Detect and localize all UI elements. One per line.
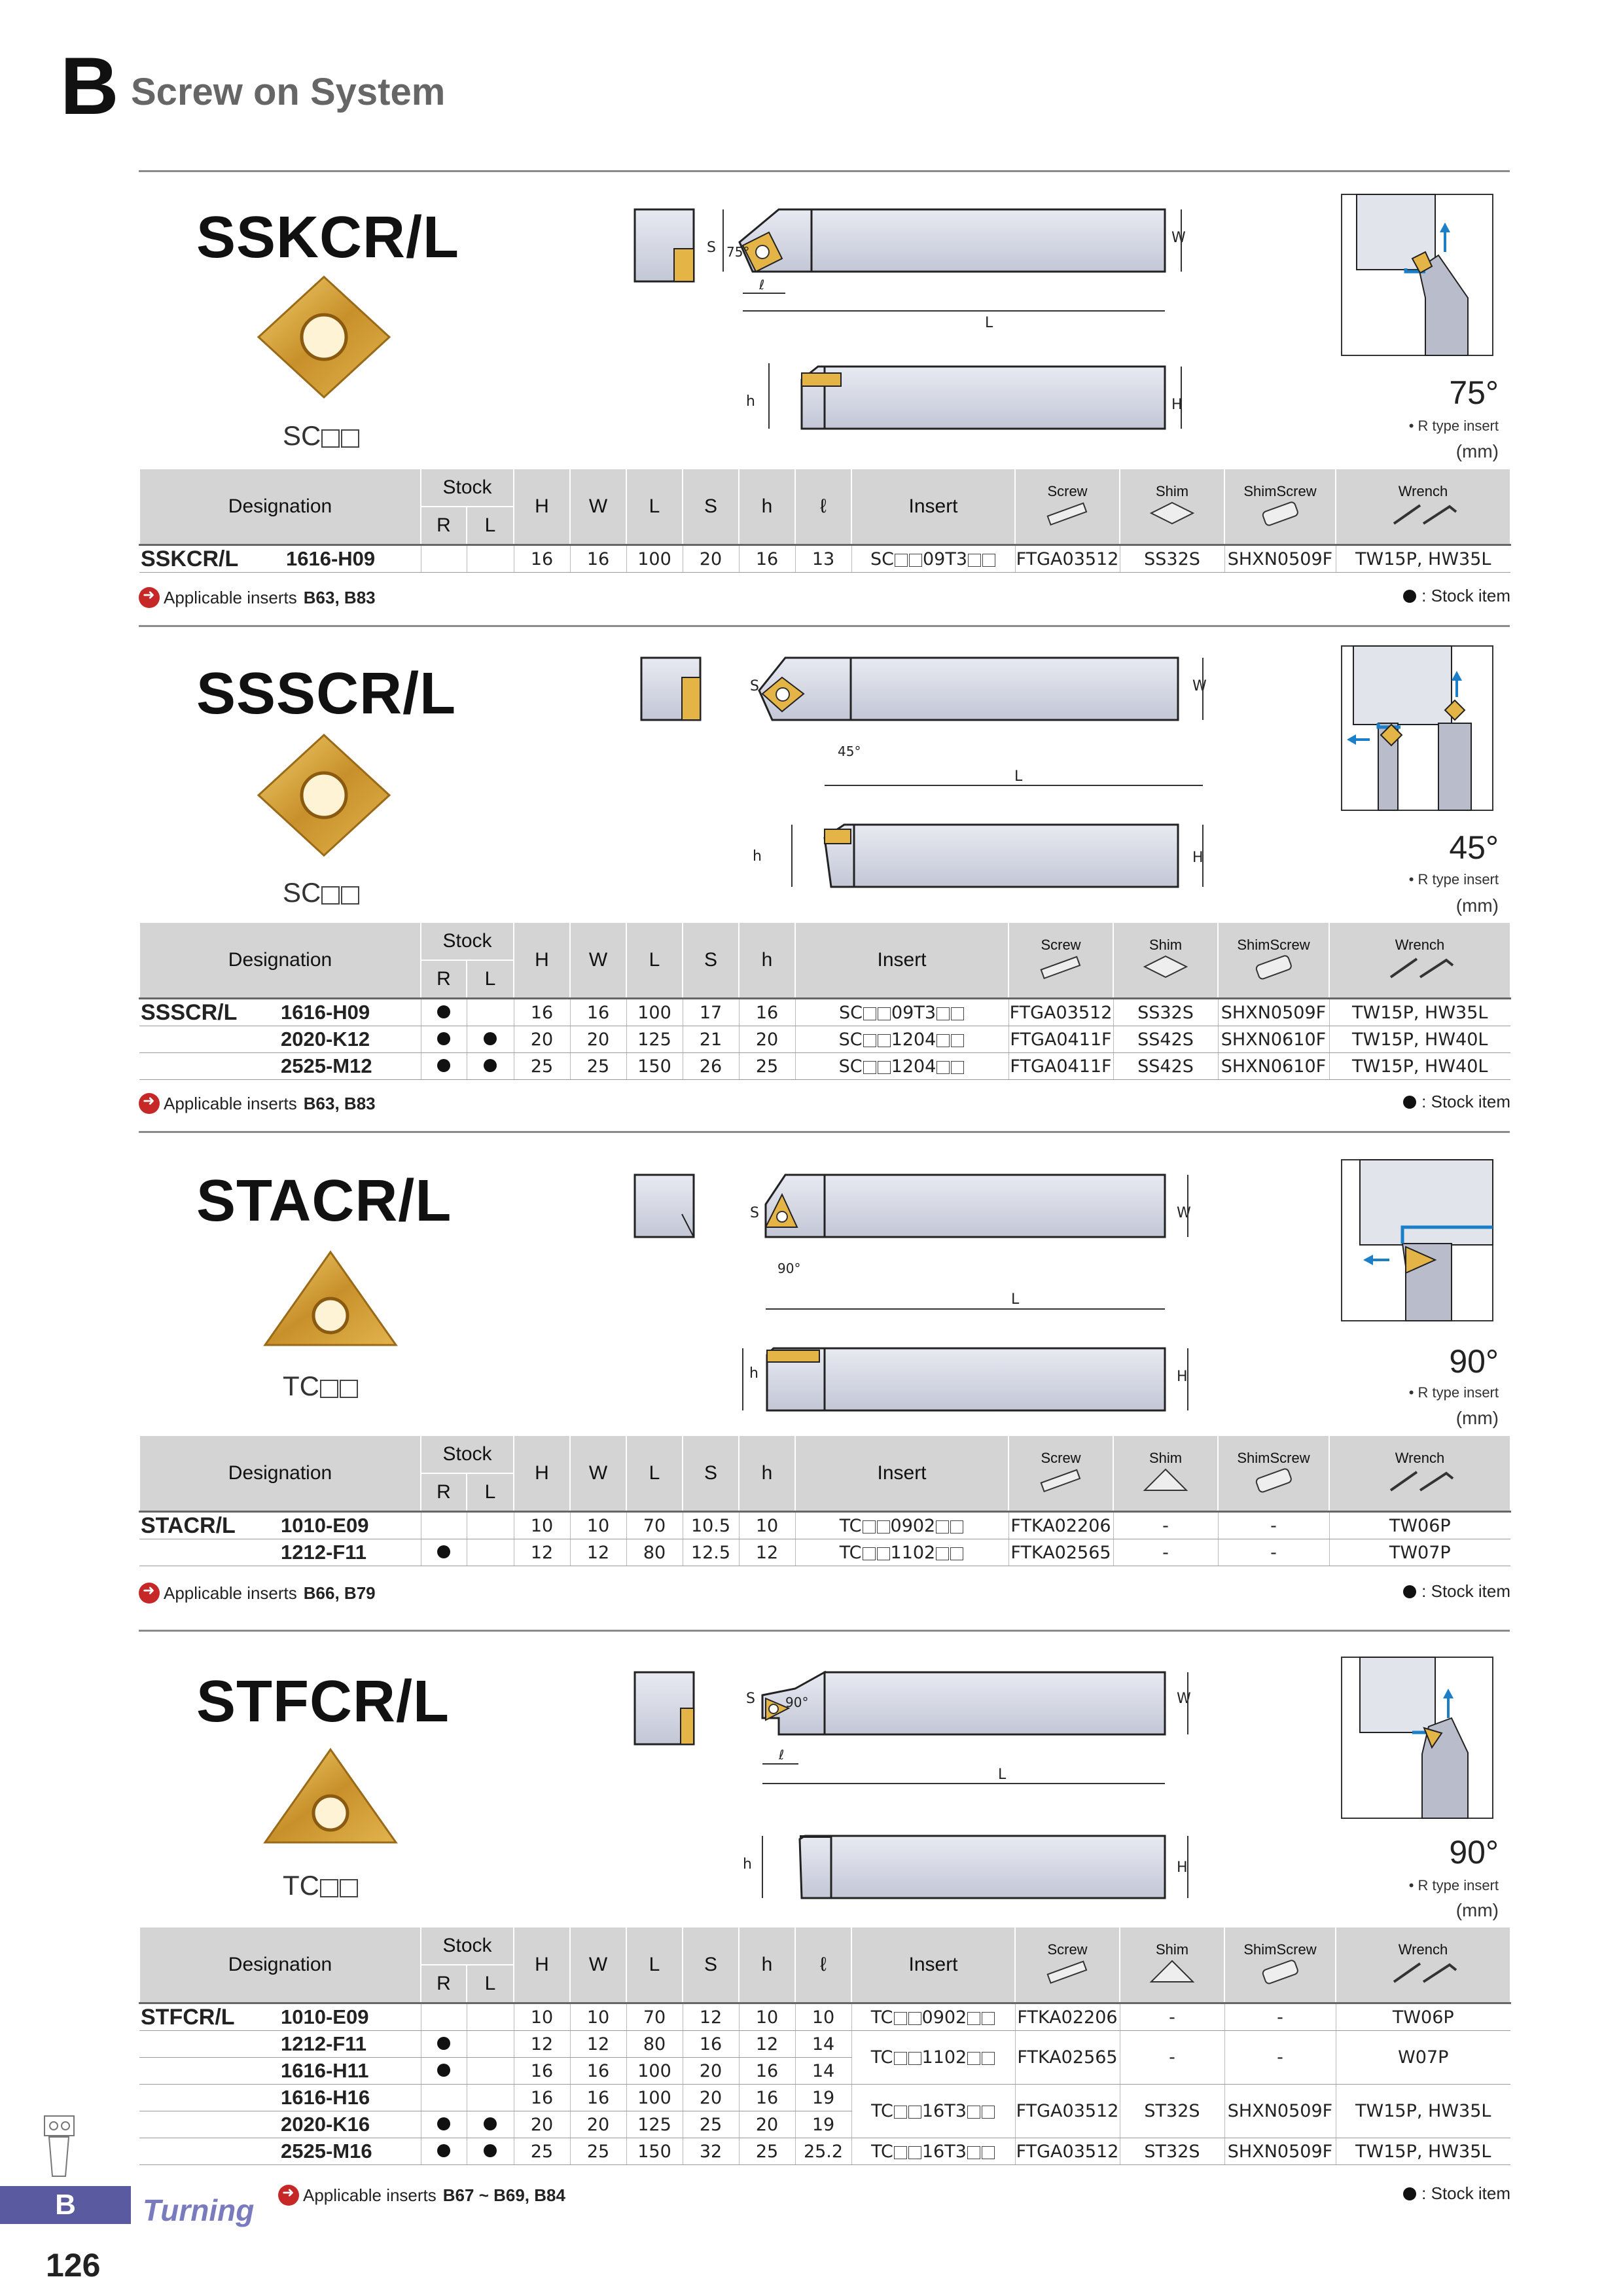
arrow-icon [139, 1093, 160, 1114]
page-title: Screw on System [131, 71, 446, 113]
svg-text:ℓ: ℓ [779, 1747, 785, 1763]
spec-table-stacr: Designation Stock H W L S h Insert Screw Shim ShimScrew Wrench R L STACR/L 1010-E09 10 10 70 10.5 10 TC 0902 FTKA02206 - - TW06P 1212-F11 12 12 80 12.5 12 TC 1102 FTKA02565 - - TW07P [139, 1435, 1511, 1566]
col-shimscrew: ShimScrew [1224, 469, 1336, 545]
svg-text:90°: 90° [777, 1261, 801, 1276]
machining-direction-drawing [1340, 645, 1494, 812]
machining-direction-drawing [1340, 193, 1494, 357]
table-row: SSSCR/L 1616-H09 16 16 100 17 16 SC 09T3 FTGA03512 SS32S SHXN0509F TW15P, HW35L [139, 999, 1510, 1026]
screw-icon [1041, 1958, 1094, 1984]
insert-code: TC [283, 1372, 359, 1400]
spec-table-stfcr: Designation Stock H W L S h ℓ Insert Screw Shim ShimScrew Wrench R L STFCR/L 1010-E09 10 10 70 12 10 10 TC 0902 FTKA02206 - - TW06P 1212-F11 12 12 80 16 12 14 TC 1102 FTKA02565 - - W07P 1616-H11 16 16 100 20 16 14 1616-H16 16 16 100 20 16 19 TC 16T3 FTGA03512 ST32S SHXN0509F TW15P, HW35L 2020-K16 20 20 125 25 20 19 2525-M16 25 25 150 32 25 25.2 TC 16T3 FTGA03512 ST32S SHXN0509F TW15P, HW35L [139, 1926, 1511, 2165]
wrench-icon [1384, 954, 1456, 980]
svg-text:h: h [753, 848, 762, 865]
machining-direction-drawing [1340, 1158, 1494, 1322]
col-wrench: Wrench [1336, 469, 1510, 545]
stock-dot [437, 2144, 450, 2157]
triangle-shim-icon [1139, 1467, 1192, 1493]
unit-mm: (mm) [1455, 441, 1499, 461]
arrow-icon [139, 1583, 160, 1604]
table-row: 1212-F11 12 12 80 16 12 14 TC 1102 FTKA02565 - - W07P [139, 2031, 1510, 2058]
svg-text:L: L [998, 1767, 1007, 1783]
wrench-icon [1387, 500, 1459, 526]
insert-code: SC [283, 879, 360, 906]
svg-text:H: H [1177, 1369, 1188, 1385]
svg-text:L: L [1011, 1291, 1020, 1308]
table-row: 2525-M12 25 25 150 26 25 SC 1204 FTGA0411F SS42S SHXN0610F TW15P, HW40L [139, 1053, 1510, 1080]
table-row: 1616-H16 16 16 100 20 16 19 TC 16T3 FTGA03512 ST32S SHXN0509F TW15P, HW35L [139, 2085, 1510, 2111]
col-insert: Insert [851, 469, 1015, 545]
svg-text:S: S [746, 1691, 755, 1707]
wrench-icon [1387, 1958, 1459, 1984]
table-row: 2020-K12 20 20 125 21 20 SC 1204 FTGA0411F SS42S SHXN0610F TW15P, HW40L [139, 1026, 1510, 1053]
shim-screw-icon [1254, 1958, 1306, 1984]
square-insert-icon [252, 730, 396, 861]
applicable-inserts-note: ➜Applicable inserts B67 ~ B69, B84 [278, 2185, 565, 2206]
shim-screw-icon [1247, 1467, 1300, 1493]
dot-icon [1403, 1585, 1416, 1598]
svg-text:H: H [1192, 850, 1204, 866]
table-row: STACR/L 1010-E09 10 10 70 10.5 10 TC 0902 FTKA02206 - - TW06P [139, 1512, 1510, 1539]
approach-angle: 90° [1449, 1834, 1499, 1871]
screw-icon [1041, 500, 1094, 526]
svg-text:90°: 90° [785, 1695, 809, 1710]
wrench-icon [1384, 1467, 1456, 1493]
r-type-note: • R type insert [1408, 1877, 1499, 1893]
square-insert-icon [252, 272, 396, 403]
approach-angle: 75° [1449, 374, 1499, 411]
svg-text:S: S [750, 678, 759, 694]
chapter-tab: B [0, 2186, 131, 2224]
stock-dot [484, 1032, 497, 1045]
angle-label: 75° [726, 244, 750, 260]
turning-tool-icon [39, 2111, 85, 2183]
shim-screw-icon [1247, 954, 1300, 980]
col-designation: Designation [139, 469, 421, 545]
chapter-letter: B [60, 41, 119, 132]
approach-angle: 90° [1449, 1343, 1499, 1380]
dim-H: H [1171, 397, 1183, 413]
section-divider [139, 170, 1510, 172]
dim-W: W [1171, 230, 1186, 246]
unit-mm: (mm) [1455, 1900, 1499, 1920]
table-row: 2020-K16 20 20 125 25 20 19 [139, 2111, 1510, 2138]
dot-icon [1403, 590, 1416, 603]
col-shim: Shim [1120, 469, 1224, 545]
spec-table-ssscr: Designation Stock H W L S h Insert Screw Shim ShimScrew Wrench R L SSSCR/L 1616-H09 16 16 100 17 16 SC 09T3 FTGA03512 SS32S SHXN0509F TW15P, HW35L 2020-K12 20 20 125 21 20 SC 1204 FTGA0411F SS42S SHXN0610F TW15P, HW40L 2525-M12 25 25 150 26 25 SC 1204 FTGA0411F SS42S SHXN0610F TW15P, HW40L [139, 922, 1511, 1080]
spec-table-sskcr: Designation Stock H W L S h ℓ Insert Screw Shim ShimScrew Wrench R L SSKCR/L 1616-H09 16 16 100 20 16 13 SC 09T3 FTGA03512 SS32S SHXN0509F TW15P, HW35L [139, 468, 1511, 573]
approach-angle: 45° [1449, 829, 1499, 866]
r-type-note: • R type insert [1408, 418, 1499, 434]
applicable-inserts-note: ➜Applicable inserts B63, B83 [139, 1093, 376, 1114]
triangle-insert-icon [259, 1744, 402, 1856]
dim-L: L [985, 315, 993, 331]
table-row: 1616-H11 16 16 100 20 16 14 [139, 2058, 1510, 2085]
dim-S: S [707, 240, 716, 256]
shim-screw-icon [1254, 500, 1306, 526]
r-type-note: • R type insert [1408, 871, 1499, 888]
tool-dimension-drawing [628, 1662, 1217, 1911]
stock-dot [484, 2117, 497, 2130]
unit-mm: (mm) [1455, 1408, 1499, 1428]
svg-text:W: W [1192, 678, 1207, 694]
dim-h: h [746, 393, 755, 410]
table-row: 1212-F11 12 12 80 12.5 12 TC 1102 FTKA02565 - - TW07P [139, 1539, 1510, 1566]
dim-ell: ℓ [759, 277, 765, 293]
col-screw: Screw [1015, 469, 1120, 545]
table-row: SSKCR/L 1616-H09 16 16 100 20 16 13 SC 09T3 FTGA03512 SS32S SHXN0509F TW15P, HW35L [139, 545, 1510, 573]
machining-direction-drawing [1340, 1656, 1494, 1820]
svg-text:W: W [1177, 1205, 1191, 1221]
shim-icon [1139, 954, 1192, 980]
tool-name: STFCR/L [196, 1669, 450, 1734]
applicable-inserts-note: ➜Applicable inserts B66, B79 [139, 1583, 376, 1604]
stock-item-legend: : Stock item [1403, 2185, 1510, 2202]
table-row: STFCR/L 1010-E09 10 10 70 12 10 10 TC 0902 FTKA02206 - - TW06P [139, 2003, 1510, 2031]
triangle-shim-icon [1146, 1958, 1198, 1984]
tool-name: SSSCR/L [196, 661, 457, 726]
stock-dot [437, 1545, 450, 1558]
insert-code: SC [283, 422, 360, 450]
svg-text:H: H [1177, 1859, 1188, 1876]
col-stock: Stock [421, 469, 514, 507]
page-number: 126 [46, 2247, 101, 2284]
svg-text:h: h [743, 1856, 752, 1873]
svg-text:45°: 45° [838, 744, 861, 759]
stock-dot [437, 1005, 450, 1018]
insert-code: TC [283, 1872, 359, 1899]
screw-icon [1035, 1467, 1087, 1493]
svg-text:L: L [1014, 768, 1023, 785]
stock-dot [484, 2144, 497, 2157]
dot-icon [1403, 1096, 1416, 1109]
arrow-icon [278, 2185, 299, 2206]
arrow-icon [139, 587, 160, 608]
triangle-insert-icon [259, 1247, 402, 1358]
r-type-note: • R type insert [1408, 1384, 1499, 1401]
svg-text:W: W [1177, 1691, 1191, 1707]
unit-mm: (mm) [1455, 895, 1499, 916]
tool-dimension-drawing [628, 196, 1217, 445]
shim-icon [1146, 500, 1198, 526]
svg-text:h: h [749, 1365, 758, 1382]
chapter-label: Turning [143, 2193, 255, 2227]
stock-item-legend: : Stock item [1403, 1583, 1510, 1600]
stock-item-legend: : Stock item [1403, 587, 1510, 604]
section-divider [139, 1131, 1510, 1133]
stock-dot [437, 1059, 450, 1072]
table-row: 2525-M16 25 25 150 32 25 25.2 TC 16T3 FTGA03512 ST32S SHXN0509F TW15P, HW35L [139, 2138, 1510, 2165]
stock-dot [484, 1059, 497, 1072]
svg-text:S: S [750, 1205, 759, 1221]
section-divider [139, 1630, 1510, 1632]
stock-dot [437, 2064, 450, 2077]
tool-dimension-drawing [635, 651, 1224, 900]
tool-name: STACR/L [196, 1168, 452, 1234]
applicable-inserts-note: ➜Applicable inserts B63, B83 [139, 587, 376, 608]
stock-item-legend: : Stock item [1403, 1093, 1510, 1110]
screw-icon [1035, 954, 1087, 980]
dot-icon [1403, 2187, 1416, 2200]
section-divider [139, 625, 1510, 627]
tool-name: SSKCR/L [196, 205, 460, 270]
tool-dimension-drawing [628, 1168, 1217, 1417]
stock-dot [437, 2037, 450, 2050]
stock-dot [437, 1032, 450, 1045]
stock-dot [437, 2117, 450, 2130]
